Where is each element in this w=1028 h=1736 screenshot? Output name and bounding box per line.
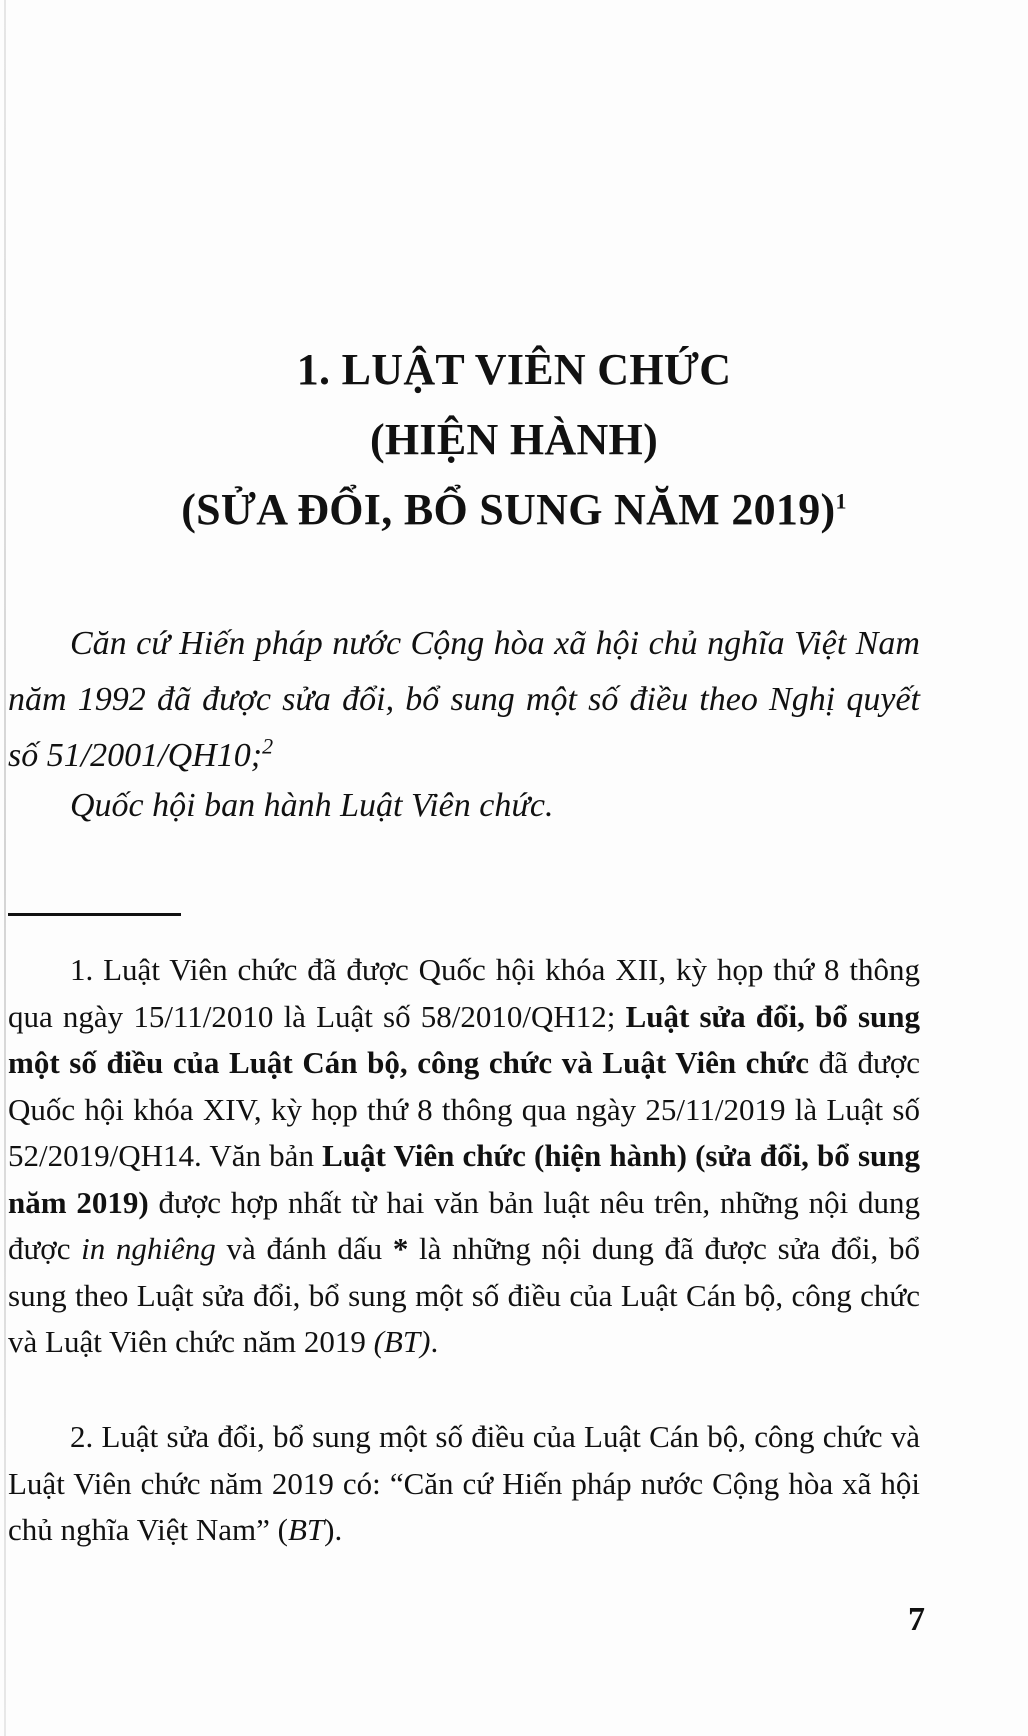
footnote-1-italic-term: in nghiêng: [81, 1231, 216, 1266]
footnote-2: [8, 1414, 920, 1554]
footnote-2-bt: BT: [287, 1512, 325, 1547]
footnote-1-bold-doc-name: Luật Viên chức (hiện hành) (sửa đổi, bổ sung năm 2019): [8, 1138, 920, 1220]
footnote-separator: [8, 913, 181, 916]
law-title: 1. LUẬT VIÊN CHỨC: [296, 345, 732, 394]
footnote-1-bold-law-name: Luật sửa đổi, bổ sung một số điều của Luật Cán bộ, công chức và Luật Viên chức: [8, 998, 920, 1080]
law-status: (HIỆN HÀNH): [369, 415, 659, 464]
footnote-1-part1: 1. Luật Viên chức đã được Quốc hội khóa XII, kỳ họp thứ 8 thông qua ngày 15/11/2010 là Luật số 58/2010/QH12;: [8, 952, 920, 1034]
footnote-1-part3: đã được Quốc hội khóa XIV, kỳ họp thứ 8 thông qua ngày 25/11/2019 là Luật số 52/2019/QH14. Văn bản: [8, 1045, 920, 1173]
footnote-1-part9: là những nội dung đã được sửa đổi, bổ sung theo Luật sửa đổi, bổ sung một số điều của Luật Cán bộ, công chức và Luật Viên chức năm 2019: [8, 1231, 920, 1359]
footnote-1-star-mark: *: [392, 1231, 409, 1266]
preamble-basis-text: Căn cứ Hiến pháp nước Cộng hòa xã hội chủ nghĩa Việt Nam năm 1992 đã được sửa đổi, bổ sung một số điều theo Nghị quyết số 51/2001/QH10;: [8, 625, 920, 774]
footnote-1: [8, 947, 920, 1366]
page-number: 7: [908, 1601, 925, 1638]
law-amendment-note: [0, 485, 1028, 535]
footnote-2-end: ).: [324, 1512, 343, 1547]
page-edge-shadow: [4, 0, 6, 1736]
footnote-1-part7: và đánh dấu: [215, 1231, 393, 1266]
footnote-1-bt: (BT): [373, 1324, 431, 1359]
footnote-1-part5: được hợp nhất từ hai văn bản luật nêu trên, những nội dung được: [8, 1184, 920, 1266]
law-amendment-text: (SỬA ĐỔI, BỔ SUNG NĂM 2019): [181, 485, 836, 534]
footnote-2-part1: 2. Luật sửa đổi, bổ sung một số điều của Luật Cán bộ, công chức và Luật Viên chức năm 2019 có: “Căn cứ Hiến pháp nước Cộng hòa xã hội chủ nghĩa Việt Nam” (: [8, 1419, 920, 1547]
preamble-enactment: Quốc hội ban hành Luật Viên chức.: [70, 787, 554, 824]
footnote-ref-1[interactable]: 1: [835, 488, 847, 514]
footnote-ref-2[interactable]: 2: [262, 733, 274, 759]
preamble-basis: [8, 616, 920, 784]
footnote-1-end: .: [430, 1324, 439, 1359]
